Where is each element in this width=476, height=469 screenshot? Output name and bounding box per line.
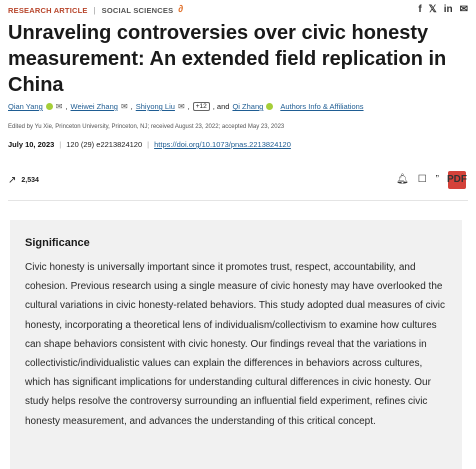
orcid-icon[interactable] xyxy=(46,103,53,110)
article-header-bar xyxy=(8,3,468,17)
author-link[interactable]: Qi Zhang xyxy=(232,102,264,111)
issue-citation: 120 (29) e2213824120 xyxy=(66,140,143,149)
bell-icon[interactable]: 🔔︎ xyxy=(395,174,409,185)
quote-icon[interactable]: ” xyxy=(435,174,439,185)
doi-link[interactable]: https://doi.org/10.1073/pnas.2213824120 xyxy=(154,140,291,149)
bookmark-icon[interactable]: ☐ xyxy=(417,174,427,185)
author-link[interactable]: Qian Yang xyxy=(8,102,43,111)
authors-info-link[interactable]: Authors Info & Affiliations xyxy=(280,102,364,111)
category-social-sciences[interactable]: SOCIAL SCIENCES xyxy=(101,5,174,15)
publication-info xyxy=(8,140,291,149)
orcid-icon[interactable] xyxy=(266,103,273,110)
edited-by-line: Edited by Yu Xie, Princeton University, Princeton, NJ; received August 23, 2022; accepted May 23, 2023 xyxy=(8,124,285,130)
significance-body: Civic honesty is universally important since it promotes trust, respect, accountability, and cohesion. Previous research using a single measure of civic honesty may have overlooked the cultural variations in civic honesty-related behaviors. This study adopted dual measures of civic honesty, incorporating a theoretical lens of individualism/collectivism to examine how cultures can shape behaviors consistent with civic honesty. Our findings reveal that the variations in collectivistic/individualistic values can explain the differences in behaviors across cultures, which has significant implications for understanding cultural differences in civic honesty. Our study helps resolve the controversy surrounding an influential field experiment, refines civic honesty measurement, and advances the understanding of this critical concept. xyxy=(25,262,446,427)
significance-section xyxy=(10,220,462,469)
author-link[interactable]: Weiwei Zhang xyxy=(70,102,118,111)
separator: | xyxy=(147,140,150,149)
facebook-icon[interactable]: f xyxy=(418,4,422,15)
metrics-count[interactable]: 2,534 xyxy=(21,176,39,184)
email-icon[interactable]: ✉ xyxy=(459,4,468,15)
category-research-article[interactable]: RESEARCH ARTICLE xyxy=(8,5,88,15)
divider xyxy=(8,200,468,201)
category-separator: | xyxy=(93,5,96,15)
article-tools xyxy=(396,171,466,189)
author-link[interactable]: Shiyong Liu xyxy=(135,102,175,111)
open-access-icon: ∂ xyxy=(178,4,184,15)
share-bar xyxy=(418,5,468,15)
twitter-icon[interactable]: 𝕏 xyxy=(428,4,437,15)
linkedin-icon[interactable]: in xyxy=(443,4,453,15)
trend-icon[interactable]: ↗ xyxy=(8,174,17,186)
email-icon[interactable]: ✉ xyxy=(120,102,128,111)
pdf-icon[interactable]: PDF xyxy=(448,171,466,189)
separator: | xyxy=(59,140,62,149)
email-icon[interactable]: ✉ xyxy=(177,102,185,111)
metrics-toolbar xyxy=(8,172,466,188)
more-authors-button[interactable]: +12 xyxy=(193,102,210,111)
significance-heading: Significance xyxy=(25,237,90,249)
email-icon[interactable]: ✉ xyxy=(55,102,63,111)
author-conjunction: , and xyxy=(212,102,230,111)
publication-date: July 10, 2023 xyxy=(8,140,55,149)
article-title: Unraveling controversies over civic honesty measurement: An extended field replication in China xyxy=(8,22,447,96)
author-list: Qian Yang ✉ , Weiwei Zhang ✉ , Shiyong Liu ✉ , +12 , and Qi Zhang Authors Info & Affiliations xyxy=(8,102,364,111)
